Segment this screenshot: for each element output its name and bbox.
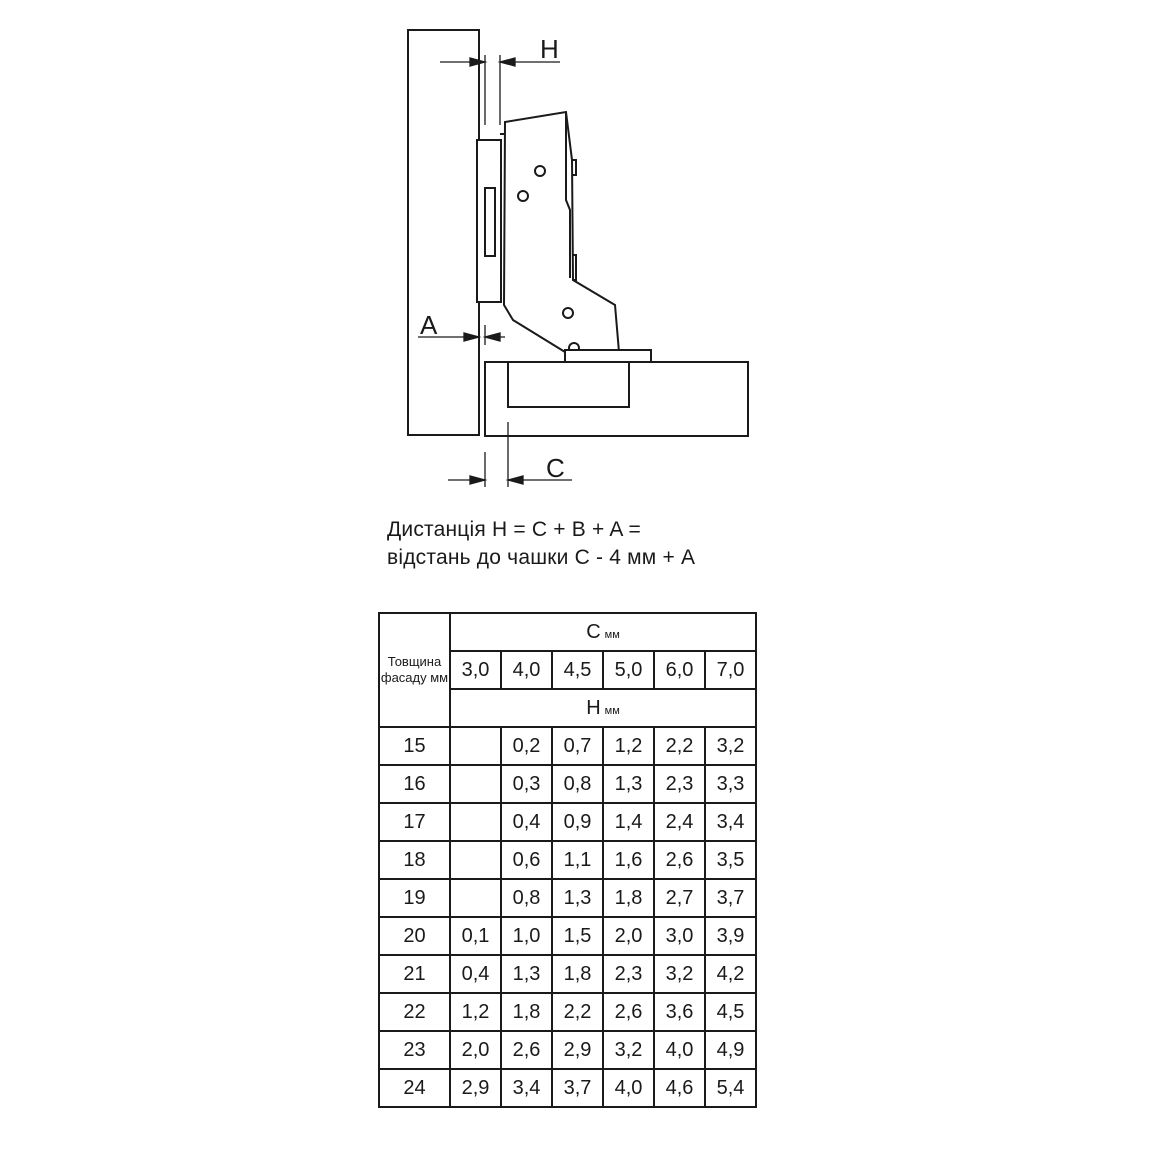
h-value-cell: 2,9 xyxy=(450,1069,501,1107)
h-value-cell: 0,3 xyxy=(501,765,552,803)
hinge-cup-flange xyxy=(565,350,651,362)
h-value-cell: 3,3 xyxy=(705,765,756,803)
thickness-cell: 18 xyxy=(379,841,450,879)
table-row xyxy=(379,1069,756,1107)
thickness-cell: 20 xyxy=(379,917,450,955)
h-value-cell: 0,8 xyxy=(552,765,603,803)
h-value-cell: 2,3 xyxy=(603,955,654,993)
arrow-icon xyxy=(485,333,500,341)
table-row xyxy=(379,993,756,1031)
hinge-spec-table xyxy=(378,612,757,1108)
table-row xyxy=(379,955,756,993)
hinge-diagram xyxy=(0,0,1156,500)
h-value-cell xyxy=(450,879,501,917)
table-row xyxy=(379,727,756,765)
h-value-cell: 2,7 xyxy=(654,879,705,917)
h-value-cell: 1,3 xyxy=(603,765,654,803)
door-panel xyxy=(485,362,748,436)
thickness-cell: 19 xyxy=(379,879,450,917)
h-value-cell: 4,9 xyxy=(705,1031,756,1069)
h-value-cell: 0,4 xyxy=(501,803,552,841)
c-header-unit: мм xyxy=(604,628,620,641)
h-value-cell: 5,4 xyxy=(705,1069,756,1107)
arrow-icon xyxy=(508,476,523,484)
h-value-cell: 2,6 xyxy=(654,841,705,879)
table-row xyxy=(379,879,756,917)
arrow-icon xyxy=(500,58,515,66)
h-value-cell: 1,3 xyxy=(552,879,603,917)
h-value-cell xyxy=(450,727,501,765)
h-value-cell: 2,2 xyxy=(552,993,603,1031)
h-value-cell: 0,9 xyxy=(552,803,603,841)
thickness-cell: 23 xyxy=(379,1031,450,1069)
table-row xyxy=(379,803,756,841)
h-value-cell: 2,9 xyxy=(552,1031,603,1069)
thickness-header: Товщина фасаду мм xyxy=(379,613,450,727)
h-value-cell: 3,9 xyxy=(705,917,756,955)
c-value-cell: 3,0 xyxy=(450,651,501,689)
h-value-cell: 1,0 xyxy=(501,917,552,955)
thickness-cell: 16 xyxy=(379,765,450,803)
h-value-cell xyxy=(450,803,501,841)
table-row xyxy=(379,765,756,803)
h-value-cell: 0,8 xyxy=(501,879,552,917)
h-value-cell: 0,2 xyxy=(501,727,552,765)
h-value-cell: 0,6 xyxy=(501,841,552,879)
h-value-cell: 0,1 xyxy=(450,917,501,955)
h-value-cell: 2,6 xyxy=(603,993,654,1031)
cabinet-side-panel xyxy=(408,30,479,435)
mounting-plate xyxy=(477,140,501,302)
h-value-cell: 1,3 xyxy=(501,955,552,993)
h-value-cell: 3,0 xyxy=(654,917,705,955)
c-header-label: C xyxy=(586,620,601,643)
hinge-arm xyxy=(504,112,619,352)
formula-line-2: відстань до чашки C - 4 мм + A xyxy=(387,546,696,569)
h-value-cell: 1,6 xyxy=(603,841,654,879)
h-value-cell: 1,5 xyxy=(552,917,603,955)
h-value-cell: 3,4 xyxy=(501,1069,552,1107)
h-value-cell: 2,3 xyxy=(654,765,705,803)
h-value-cell: 1,4 xyxy=(603,803,654,841)
table-row xyxy=(379,1031,756,1069)
h-value-cell: 2,4 xyxy=(654,803,705,841)
h-value-cell xyxy=(450,841,501,879)
a-dimension-label: A xyxy=(420,310,438,340)
c-header xyxy=(450,613,756,651)
h-value-cell: 3,2 xyxy=(654,955,705,993)
h-value-cell: 1,8 xyxy=(552,955,603,993)
h-header xyxy=(450,689,756,727)
c-value-cell: 5,0 xyxy=(603,651,654,689)
h-value-cell: 2,6 xyxy=(501,1031,552,1069)
h-value-cell: 3,6 xyxy=(654,993,705,1031)
h-value-cell: 3,7 xyxy=(705,879,756,917)
thickness-cell: 24 xyxy=(379,1069,450,1107)
c-dimension-label: C xyxy=(546,453,565,483)
arrow-icon xyxy=(470,476,485,484)
h-header-unit: мм xyxy=(604,704,620,717)
c-value-cell: 6,0 xyxy=(654,651,705,689)
thickness-cell: 21 xyxy=(379,955,450,993)
h-value-cell: 4,6 xyxy=(654,1069,705,1107)
h-value-cell: 4,0 xyxy=(603,1069,654,1107)
c-value-cell: 4,5 xyxy=(552,651,603,689)
h-value-cell: 4,0 xyxy=(654,1031,705,1069)
formula-line-1: Дистанція H = C + B + A = xyxy=(387,518,641,541)
thickness-cell: 22 xyxy=(379,993,450,1031)
h-value-cell: 1,8 xyxy=(603,879,654,917)
thickness-cell: 15 xyxy=(379,727,450,765)
h-value-cell: 2,2 xyxy=(654,727,705,765)
thickness-cell: 17 xyxy=(379,803,450,841)
h-value-cell xyxy=(450,765,501,803)
h-value-cell: 3,2 xyxy=(603,1031,654,1069)
c-value-cell: 7,0 xyxy=(705,651,756,689)
h-value-cell: 3,7 xyxy=(552,1069,603,1107)
c-value-cell: 4,0 xyxy=(501,651,552,689)
h-value-cell: 2,0 xyxy=(450,1031,501,1069)
h-value-cell: 1,8 xyxy=(501,993,552,1031)
h-value-cell: 3,2 xyxy=(705,727,756,765)
h-dimension-label: H xyxy=(540,34,559,64)
distance-formula xyxy=(387,516,695,572)
h-header-label: H xyxy=(586,696,601,719)
h-value-cell: 4,5 xyxy=(705,993,756,1031)
h-value-cell: 0,4 xyxy=(450,955,501,993)
h-value-cell: 1,2 xyxy=(603,727,654,765)
h-value-cell: 3,4 xyxy=(705,803,756,841)
table-header-row xyxy=(379,613,756,651)
h-value-cell: 3,5 xyxy=(705,841,756,879)
table-row xyxy=(379,841,756,879)
h-value-cell: 4,2 xyxy=(705,955,756,993)
h-value-cell: 1,2 xyxy=(450,993,501,1031)
h-value-cell: 0,7 xyxy=(552,727,603,765)
h-value-cell: 1,1 xyxy=(552,841,603,879)
h-value-cell: 2,0 xyxy=(603,917,654,955)
table-row xyxy=(379,917,756,955)
